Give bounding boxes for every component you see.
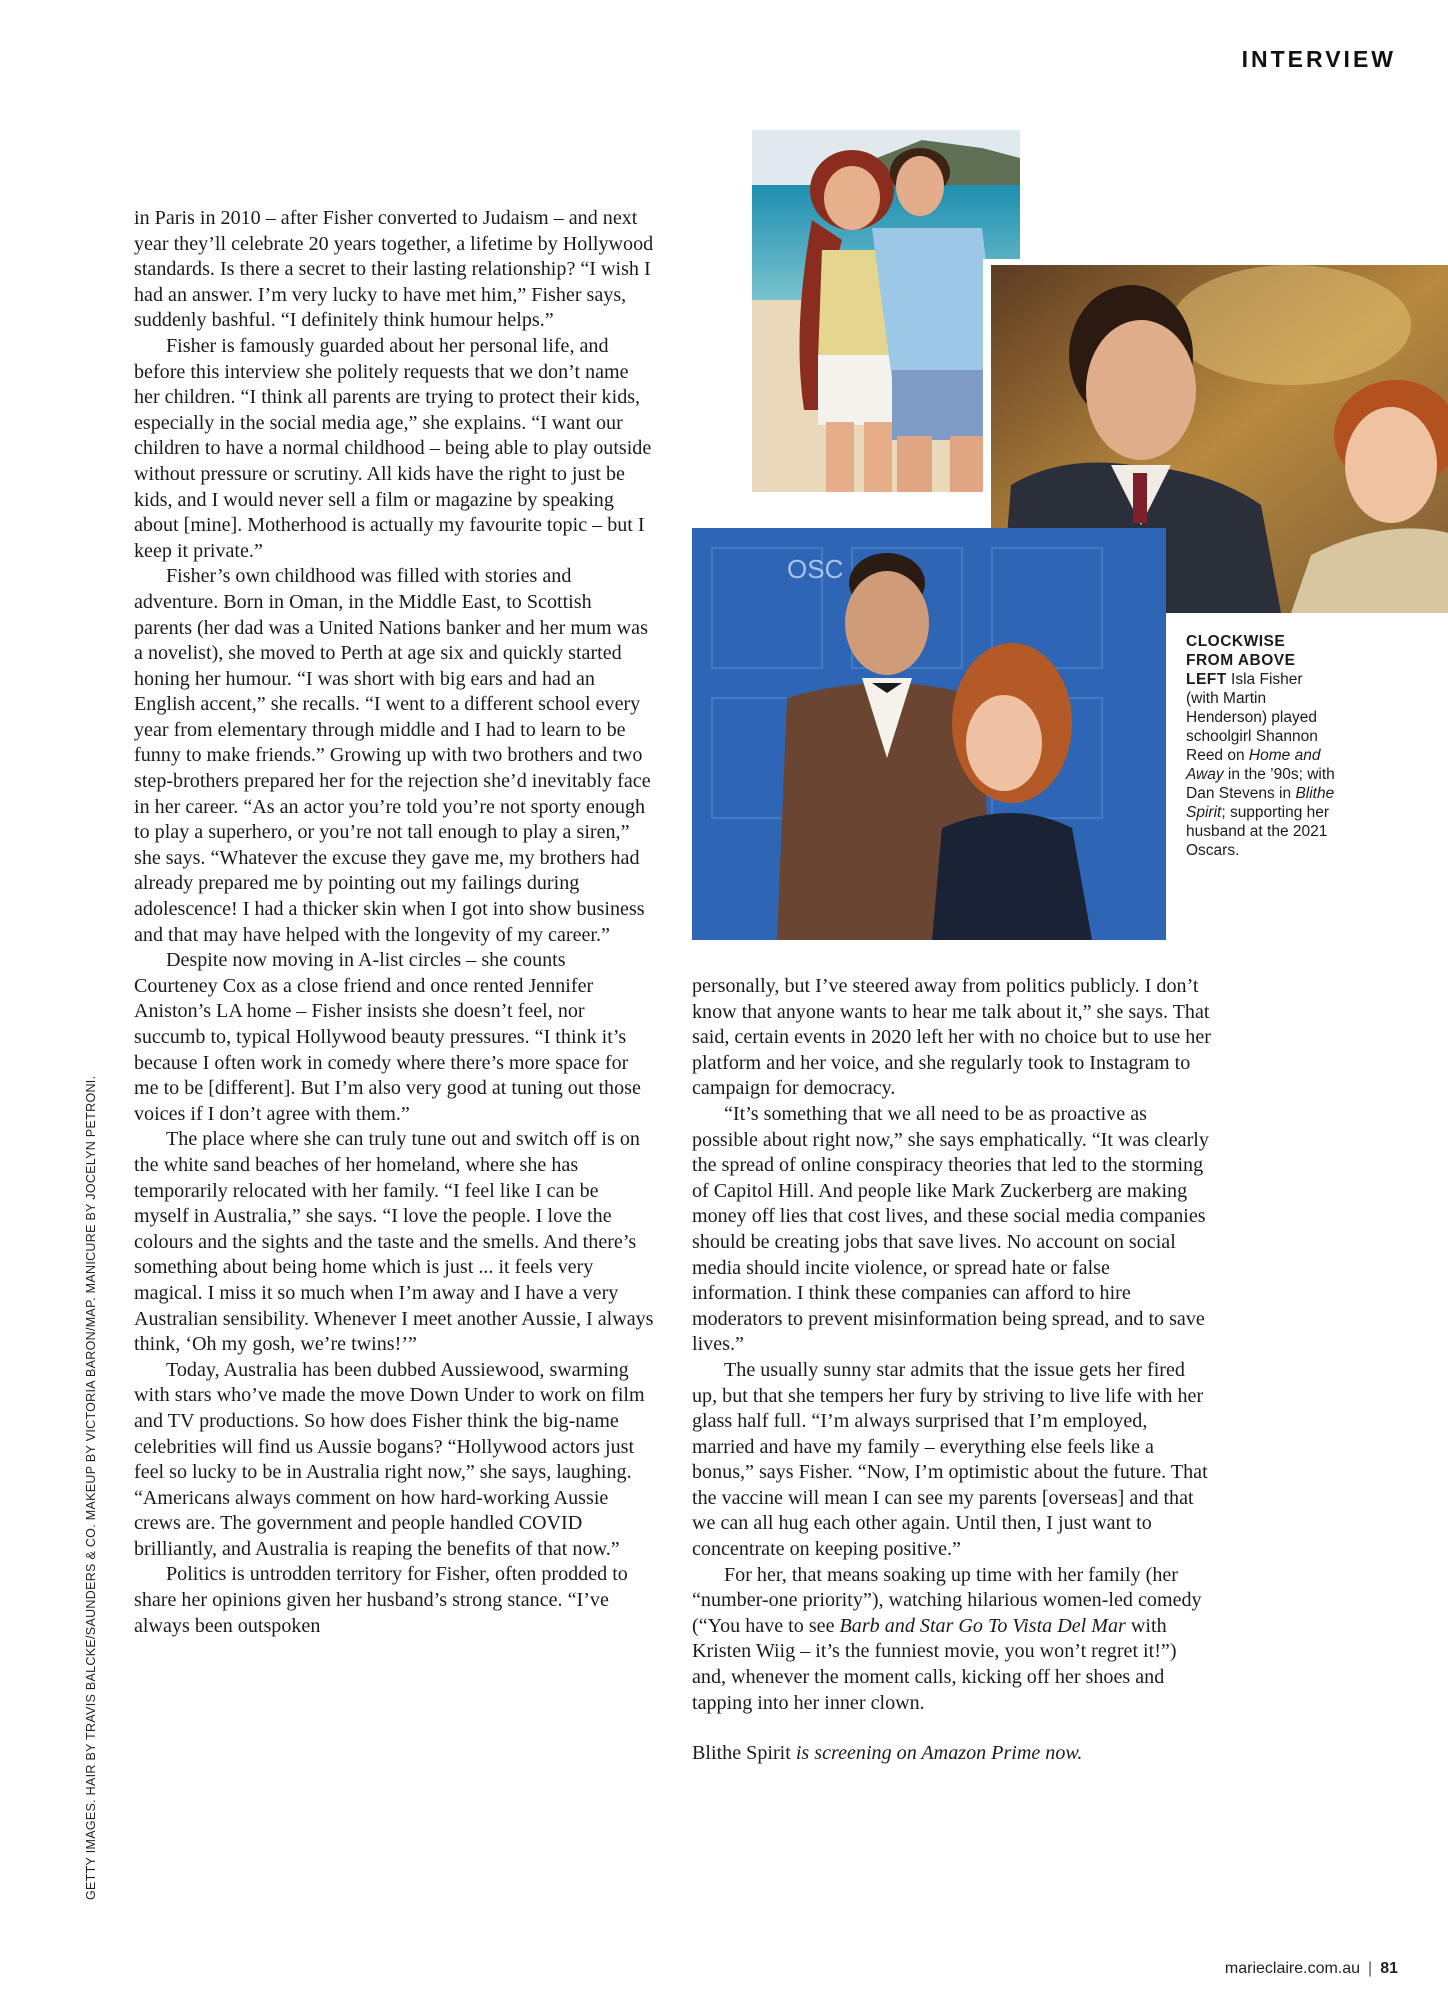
page-footer bbox=[1225, 1960, 1398, 1978]
screening-note bbox=[692, 1741, 1212, 1767]
caption-text: ; supporting her husband at the 2021 Oscars. bbox=[1186, 804, 1330, 859]
article-paragraph: Fisher is famously guarded about her personal life, and before this interview she politely requests that we don’t name her children. “I think all parents are trying to protect their kids, especially in the social media age,” she explains. “I want our children to have a normal childhood – being able to play outside without pressure or scrutiny. All kids have the right to just be kids, and I would never sell a film or magazine by speaking about [mine]. Motherhood is actually my favourite topic – but I keep it private.” bbox=[134, 334, 652, 562]
photo-home-and-away-beach bbox=[752, 130, 1020, 492]
photo-credits: GETTY IMAGES. HAIR BY TRAVIS BALCKE/SAUNDERS & CO. MAKEUP BY VICTORIA BARON/MAP. MANICURE BY JOCELYN PETRONI. bbox=[84, 1075, 98, 1900]
caption-lead: CLOCKWISE FROM ABOVE LEFT bbox=[1186, 633, 1296, 688]
article-column-left bbox=[134, 206, 654, 1639]
article-paragraph: Despite now moving in A-list circles – she counts Courteney Cox as a close friend and once rented Jennifer Aniston’s LA home – Fisher insists she doesn’t feel, nor succumb to, typical Hollywood beauty pressures. “I think it’s because I often work in comedy where there’s more space for me to be [different]. But I’m also very good at tuning out those voices if I don’t agree with them.” bbox=[134, 949, 641, 1125]
screening-note-text: is screening on Amazon Prime now. bbox=[790, 1742, 1083, 1765]
caption-text: in the ’90s; with Dan Stevens in bbox=[1186, 766, 1335, 802]
article-column-right bbox=[692, 974, 1212, 1767]
caption-film-title: Blithe Spirit bbox=[1186, 785, 1335, 821]
footer-site: marieclaire.com.au bbox=[1224, 1960, 1361, 1977]
screening-film-title: Blithe Spirit bbox=[692, 1742, 791, 1765]
film-title: Barb and Star Go To Vista Del Mar bbox=[839, 1614, 1126, 1637]
article-paragraph: personally, but I’ve steered away from politics publicly. I don’t know that anyone wants to hear me talk about it,” she says. That said, certain events in 2020 left her with no choice but to use her platform and her voice, and she regularly took to Instagram to campaign for democracy. bbox=[692, 975, 1211, 1100]
photo-caption bbox=[1186, 632, 1336, 860]
article-paragraph: The place where she can truly tune out and switch off is on the white sand beaches of her homeland, where she has temporarily relocated with her family. “I feel like I can be myself in Australia,” she says. “I love the people. I love the colours and the sights and the taste and the smells. And there’s something about being home which is just ... it feels very magical. I miss it so much when I’m away and I have a very Australian sensibility. Whenever I meet another Aussie, I always think, ‘Oh my gosh, we’re twins!’” bbox=[134, 1128, 654, 1356]
article-paragraph: The usually sunny star admits that the issue gets her fired up, but that she tempers her fury by striving to live life with her glass half full. “I’m always surprised that I’m employed, married and have my family – everything else feels like a bonus,” says Fisher. “Now, I’m optimistic about the future. That the vaccine will mean I can see my parents [overseas] and that we can all hug each other again. Until then, I just want to concentrate on keeping positive.” bbox=[692, 1358, 1208, 1561]
article-paragraph-closing bbox=[692, 1563, 1212, 1717]
closing-text: with Kristen Wiig – it’s the funniest movie, you won’t regret it!”) and, whenever the moment calls, kicking off her shoes and tapping into her inner clown. bbox=[692, 1614, 1177, 1714]
article-paragraph: Politics is untrodden territory for Fisher, often prodded to share her opinions given her husband’s strong stance. “I’ve always been outspoken bbox=[134, 1563, 628, 1637]
article-paragraph: in Paris in 2010 – after Fisher converted to Judaism – and next year they’ll celebrate 20 years together, a lifetime by Hollywood standards. Is there a secret to their lasting relationship? “I wish I had an answer. I’m very lucky to have met him,” Fisher says, suddenly bashful. “I definitely think humour helps.” bbox=[134, 207, 654, 332]
article-paragraph: “It’s something that we all need to be as proactive as possible about right now,” she says emphatically. “It was clearly the spread of online conspiracy theories that led to the storming of Capitol Hill. And people like Mark Zuckerberg are making money off lies that cost lives, and these social media companies should be creating jobs that save lives. No account on social media should incite violence, or spread hate or false information. I think these companies can afford to hire moderators to prevent misinformation being spread, and to save lives.” bbox=[692, 1102, 1209, 1356]
footer-separator: | bbox=[1368, 1960, 1373, 1977]
svg-text:OSC: OSC bbox=[787, 554, 844, 584]
closing-text: For her, that means soaking up time with her family (her “number-one priority”), watching hilarious women-led comedy (“You have to see bbox=[692, 1563, 1202, 1637]
page-number: 81 bbox=[1380, 1960, 1398, 1977]
article-paragraph: Fisher’s own childhood was filled with stories and adventure. Born in Oman, in the Middle East, to Scottish parents (her dad was a United Nations banker and her mum was a novelist), she moved to Perth at age six and quickly started honing her humour. “I was short with big ears and had an English accent,” she recalls. “I went to a different school every year from elementary through middle and I had to learn to be funny to make friends.” Growing up with two brothers and two step-brothers prepared her for the rejection she’d inevitably face in her career. “As an actor you’re told you’re not sporty enough to play a superhero, or you’re not tall enough to play a siren,” she says. “Whatever the excuse they gave me, my brothers had already prepared me by pointing out my failings during adolescence! I had a thicker skin when I got into show business and that may have helped with the longevity of my career.” bbox=[134, 565, 651, 946]
article-paragraph: Today, Australia has been dubbed Aussiewood, swarming with stars who’ve made the move Down Under to work on film and TV productions. So how does Fisher think the big-name celebrities will find us Aussie bogans? “Hollywood actors just feel so lucky to be in Australia right now,” she says, laughing. “Americans always comment on how hard-working Aussie crews are. The government and people handled COVID brilliantly, and Australia is reaping the benefits of that now.” bbox=[134, 1358, 645, 1560]
caption-text: Isla Fisher (with Martin Henderson) played schoolgirl Shannon Reed on bbox=[1186, 671, 1318, 764]
caption-show-title: Home and Away bbox=[1186, 747, 1321, 783]
photo-oscars-couple bbox=[692, 528, 1166, 940]
section-label: INTERVIEW bbox=[1241, 46, 1396, 72]
